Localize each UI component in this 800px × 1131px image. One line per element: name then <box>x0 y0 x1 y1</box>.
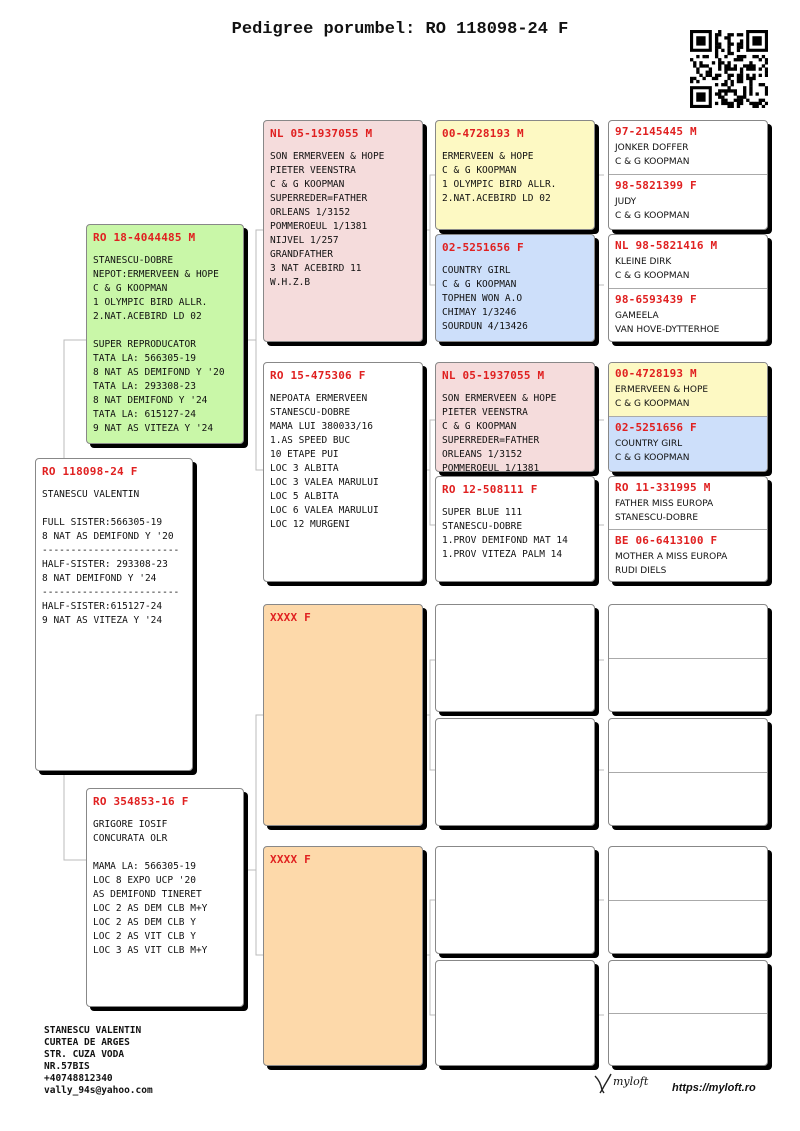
gen3-card-3[interactable] <box>263 604 423 826</box>
gen4-card-8[interactable] <box>435 960 595 1066</box>
gen3-ring: XXXX F <box>270 611 311 624</box>
gen5-card-6[interactable] <box>608 718 768 826</box>
gen3-ring: RO 15-475306 F <box>270 369 366 382</box>
gen5-ring: BE 06-6413100 F <box>615 534 718 547</box>
gen5-divider <box>609 658 767 659</box>
bird-logo-icon <box>593 1072 613 1094</box>
gen5-bottom <box>609 175 767 230</box>
gen5-card-2[interactable] <box>608 234 768 342</box>
website-link[interactable]: https://myloft.ro <box>672 1082 756 1094</box>
gen5-ring: 98-6593439 F <box>615 293 697 306</box>
gen5-bottom <box>609 417 767 472</box>
page-title: Pedigree porumbel: RO 118098-24 F <box>231 20 569 39</box>
gen5-top <box>609 121 767 175</box>
gen4-ring: RO 12-508111 F <box>442 483 538 496</box>
gen3-details: SON ERMERVEEN & HOPE PIETER VEENSTRA C & G KOOPMAN SUPERREDER=FATHER ORLEANS 1/3152 POMMEROEUL 1/1381 NIJVEL 1/257 GRANDFATHER 3 NAT ACEBIRD 11 W.H.Z.B <box>270 151 385 288</box>
gen5-details: ERMERVEEN & HOPE C & G KOOPMAN <box>615 385 709 409</box>
gen5-details: MOTHER A MISS EUROPA RUDI DIELS <box>615 552 728 576</box>
gen4-details: COUNTRY GIRL C & G KOOPMAN TOPHEN WON A.O CHIMAY 1/3246 SOURDUN 4/13426 <box>442 265 528 332</box>
gen5-bottom <box>609 530 767 582</box>
sire-details: STANESCU-DOBRE NEPOT:ERMERVEEN & HOPE C & G KOOPMAN 1 OLYMPIC BIRD ALLR. 2.NAT.ACEBIRD LD 02 SUPER REPRODUCATOR TATA LA: 566305-19 8 NAT AS DEMIFOND Y '20 TATA LA: 293308-23 8 NAT DEMIFOND Y '24 TATA LA: 615127-24 9 NAT AS VITEZA Y '24 <box>93 255 225 434</box>
gen5-divider <box>609 772 767 773</box>
gen3-card-1[interactable] <box>263 120 423 342</box>
gen5-details: COUNTRY GIRL C & G KOOPMAN <box>615 439 690 463</box>
dam-card[interactable] <box>86 788 244 1007</box>
gen5-card-3[interactable] <box>608 362 768 472</box>
gen5-ring: 98-5821399 F <box>615 179 697 192</box>
gen5-divider <box>609 900 767 901</box>
gen5-top <box>609 235 767 289</box>
gen4-card-7[interactable] <box>435 846 595 954</box>
dam-ring: RO 354853-16 F <box>93 795 189 808</box>
gen5-ring: RO 11-331995 M <box>615 481 711 494</box>
gen5-card-1[interactable] <box>608 120 768 230</box>
gen4-card-3[interactable] <box>435 362 595 472</box>
gen3-ring: XXXX F <box>270 853 311 866</box>
subject-ring: RO 118098-24 F <box>42 465 138 478</box>
logo-text: myloft <box>613 1075 649 1088</box>
gen4-card-5[interactable] <box>435 604 595 712</box>
gen5-details: JUDY C & G KOOPMAN <box>615 197 690 221</box>
sire-ring: RO 18-4044485 M <box>93 231 196 244</box>
gen4-details: ERMERVEEN & HOPE C & G KOOPMAN 1 OLYMPIC BIRD ALLR. 2.NAT.ACEBIRD LD 02 <box>442 151 557 204</box>
gen5-bottom <box>609 289 767 342</box>
gen5-ring: 00-4728193 M <box>615 367 697 380</box>
gen4-card-6[interactable] <box>435 718 595 826</box>
gen5-card-4[interactable] <box>608 476 768 582</box>
gen5-details: FATHER MISS EUROPA STANESCU-DOBRE <box>615 499 714 523</box>
gen4-ring: 02-5251656 F <box>442 241 524 254</box>
gen3-details: NEPOATA ERMERVEEN STANESCU-DOBRE MAMA LUI 380033/16 1.AS SPEED BUC 10 ETAPE PUI LOC 3 ALBITA LOC 3 VALEA MARULUI LOC 5 ALBITA LOC 6 VALEA MARULUI LOC 12 MURGENI <box>270 393 379 530</box>
gen3-ring: NL 05-1937055 M <box>270 127 373 140</box>
gen5-details: KLEINE DIRK C & G KOOPMAN <box>615 257 690 281</box>
gen3-card-2[interactable] <box>263 362 423 582</box>
gen5-top <box>609 363 767 417</box>
gen5-ring: NL 98-5821416 M <box>615 239 718 252</box>
gen4-card-1[interactable] <box>435 120 595 230</box>
gen4-ring: 00-4728193 M <box>442 127 524 140</box>
gen5-details: GAMEELA VAN HOVE-DYTTERHOE <box>615 311 720 335</box>
sire-card[interactable] <box>86 224 244 444</box>
gen5-details: JONKER DOFFER C & G KOOPMAN <box>615 143 690 167</box>
gen3-card-4[interactable] <box>263 846 423 1066</box>
gen4-card-4[interactable] <box>435 476 595 582</box>
gen5-ring: 02-5251656 F <box>615 421 697 434</box>
gen4-card-2[interactable] <box>435 234 595 342</box>
gen4-details: SON ERMERVEEN & HOPE PIETER VEENSTRA C & G KOOPMAN SUPERREDER=FATHER ORLEANS 1/3152 POMMEROEUL 1/1381 <box>442 393 557 472</box>
gen5-card-5[interactable] <box>608 604 768 712</box>
owner-contact: STANESCU VALENTIN CURTEA DE ARGES STR. CUZA VODA NR.57BIS +40748812340 vally_94s@yahoo.com <box>44 1025 153 1096</box>
gen5-card-8[interactable] <box>608 960 768 1066</box>
subject-details: STANESCU VALENTIN FULL SISTER:566305-19 8 NAT AS DEMIFOND Y '20 ------------------------ HALF-SISTER: 293308-23 8 NAT DEMIFOND Y '24 ------------------------ HALF-SISTER:615127-24 9 NAT AS VITEZA Y '24 <box>42 489 180 626</box>
gen4-ring: NL 05-1937055 M <box>442 369 545 382</box>
gen5-card-7[interactable] <box>608 846 768 954</box>
subject-card[interactable] <box>35 458 193 771</box>
gen4-details: SUPER BLUE 111 STANESCU-DOBRE 1.PROV DEMIFOND MAT 14 1.PROV VITEZA PALM 14 <box>442 507 568 560</box>
gen5-top <box>609 477 767 529</box>
gen5-divider <box>609 1013 767 1014</box>
dam-details: GRIGORE IOSIF CONCURATA OLR MAMA LA: 566305-19 LOC 8 EXPO UCP '20 AS DEMIFOND TINERET LOC 2 AS DEM CLB M+Y LOC 2 AS DEM CLB Y LOC 2 AS VIT CLB Y LOC 3 AS VIT CLB M+Y <box>93 819 208 956</box>
gen5-ring: 97-2145445 M <box>615 125 697 138</box>
